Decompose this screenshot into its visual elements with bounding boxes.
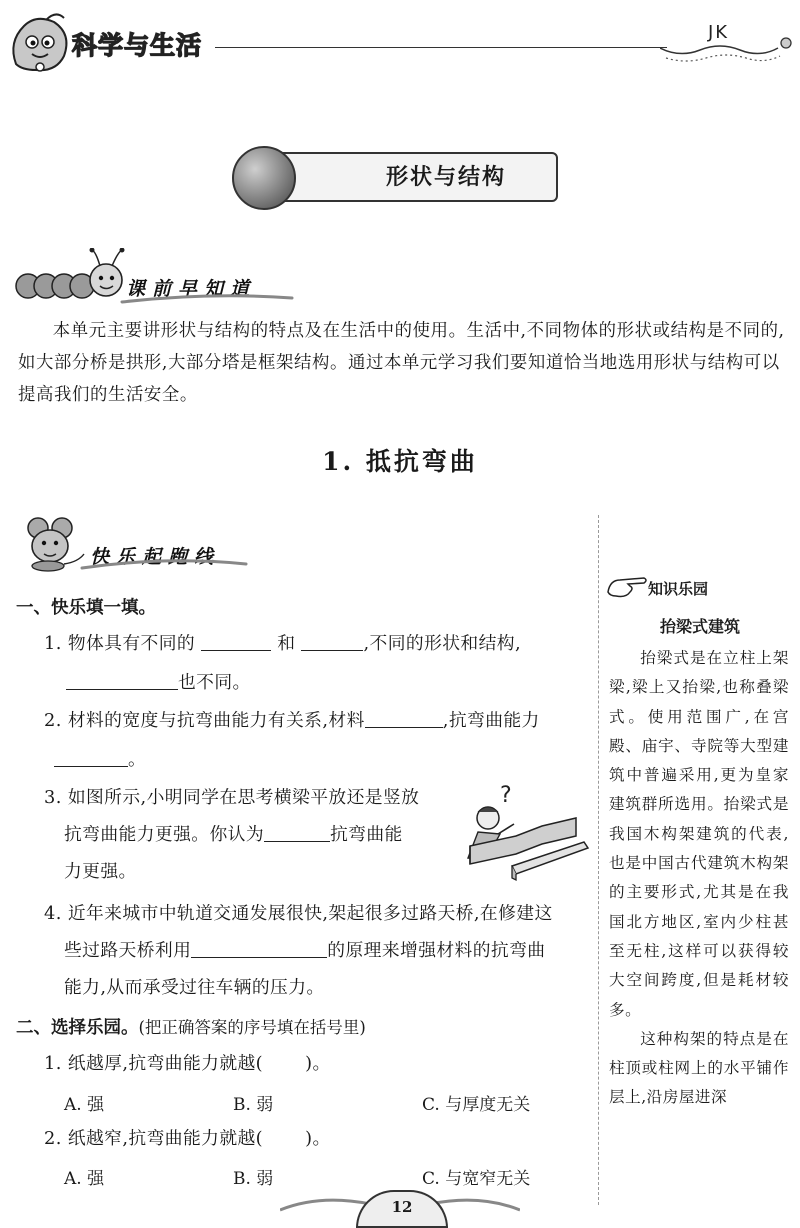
question-3-text: 抗弯曲能力更强。你认为: [64, 824, 264, 845]
choice-question-1-close: )。: [305, 1053, 331, 1074]
answer-paren[interactable]: [269, 1053, 299, 1071]
sidebar-label: 知识乐园: [648, 580, 709, 598]
section2-header: [16, 1014, 366, 1039]
option-b[interactable]: B. 弱: [233, 1169, 274, 1189]
header-rule: [215, 47, 667, 48]
svg-text:?: ?: [500, 783, 512, 808]
header-title: 科学与生活: [72, 31, 203, 60]
question-4-cont: [64, 976, 325, 1000]
question-1: [44, 632, 521, 656]
exercise-badge: 快乐起跑线: [90, 546, 221, 568]
pointing-hand-icon: [606, 572, 648, 600]
section2-note: (把正确答案的序号填在括号里): [138, 1018, 366, 1037]
unit-title: 形状与结构: [386, 164, 507, 190]
page-number: 12: [356, 1190, 448, 1228]
question-1-text: 也不同。: [178, 672, 251, 693]
option-a[interactable]: A. 强: [64, 1095, 105, 1115]
question-4-cont: [64, 939, 545, 963]
beam-thinking-boy-illustration: [456, 782, 596, 884]
preview-badge: 课前早知道: [126, 278, 257, 300]
answer-blank[interactable]: [54, 748, 128, 767]
sidebar-paragraph: 抬梁式是在立柱上架梁,梁上又抬梁,也称叠梁式。使用范围广,在宫殿、庙宇、寺院等大型建筑中普遍采用,更为皇家建筑群所选用。抬梁式是我国木构架建筑的代表,也是中国古代建筑木构架的主要形式,尤其是在我国北方地区,室内少柱甚至无柱,这样可以获得较大空间跨度,但是耗材较多。: [609, 649, 789, 1019]
option-c[interactable]: C. 与宽窄无关: [422, 1169, 531, 1189]
header-wave-ornament: [660, 34, 800, 64]
answer-blank[interactable]: [365, 709, 443, 728]
choice-question-2-close: )。: [305, 1128, 331, 1149]
question-1-text: ,不同的形状和结构,: [363, 633, 522, 654]
option-b[interactable]: B. 弱: [233, 1095, 274, 1115]
question-2: [44, 709, 540, 733]
preview-paragraph: 本单元主要讲形状与结构的特点及在生活中的使用。生活中,不同物体的形状或结构是不同的,如大部分桥是拱形,大部分塔是框架结构。通过本单元学习我们要知道恰当地选用形状与结构可以提高我们的生活安全。: [18, 321, 785, 405]
sidebar-paragraph: 这种构架的特点是在柱顶或柱网上的水平铺作层上,沿房屋进深: [609, 1029, 789, 1107]
question-3: [44, 786, 419, 810]
question-1-text: 1. 物体具有不同的: [44, 633, 196, 654]
question-3-cont: [64, 860, 137, 884]
question-4: [44, 902, 553, 926]
question-3-text: 3. 如图所示,小明同学在思考横梁平放还是竖放: [44, 787, 420, 808]
question-3-cont: [64, 823, 403, 847]
badge-swoosh: [120, 290, 295, 306]
column-divider: [598, 515, 599, 1205]
question-4-text: 能力,从而承受过往车辆的压力。: [64, 977, 325, 998]
answer-blank[interactable]: [191, 939, 327, 958]
answer-blank[interactable]: [301, 632, 363, 651]
option-a[interactable]: A. 强: [64, 1169, 105, 1189]
mascot-logo-icon: [6, 12, 74, 74]
caterpillar-icon: [10, 248, 130, 310]
answer-blank[interactable]: [201, 632, 271, 651]
question-3-text: 力更强。: [64, 861, 137, 882]
series-code: JK: [708, 22, 730, 43]
section1-title: 一、快乐填一填。: [16, 598, 156, 618]
question-2-text: 2. 材料的宽度与抗弯曲能力有关系,材料: [44, 710, 365, 731]
question-4-text: 4. 近年来城市中轨道交通发展很快,架起很多过路天桥,在修建这: [44, 903, 553, 924]
option-c[interactable]: C. 与厚度无关: [422, 1095, 531, 1115]
question-3-text: 抗弯曲能: [330, 824, 403, 845]
banner-circle-ornament: [232, 146, 296, 210]
question-2-cont: [54, 748, 146, 772]
question-2-text: 。: [128, 749, 147, 770]
choice-question-1-stem: 1. 纸越厚,抗弯曲能力就越(: [44, 1053, 264, 1074]
choice-question-2: [44, 1127, 331, 1151]
question-4-text: 些过路天桥利用: [64, 940, 192, 961]
choice-question-2-stem: 2. 纸越窄,抗弯曲能力就越(: [44, 1128, 264, 1149]
question-2-text: ,抗弯曲能力: [442, 710, 540, 731]
question-1-cont: [66, 671, 251, 695]
sidebar-body: [609, 644, 789, 1113]
section2-title: 二、选择乐园。: [16, 1018, 139, 1038]
answer-paren[interactable]: [269, 1128, 299, 1146]
answer-blank[interactable]: [264, 823, 330, 842]
lesson-title: 1. 抵抗弯曲: [322, 447, 478, 476]
sidebar-title: 抬梁式建筑: [659, 617, 740, 636]
question-4-text: 的原理来增强材料的抗弯曲: [327, 940, 546, 961]
answer-blank[interactable]: [66, 671, 178, 690]
choice-question-1: [44, 1052, 331, 1076]
question-1-text: 和: [277, 633, 296, 654]
badge-swoosh: [80, 556, 250, 572]
mouse-icon: [18, 516, 88, 572]
